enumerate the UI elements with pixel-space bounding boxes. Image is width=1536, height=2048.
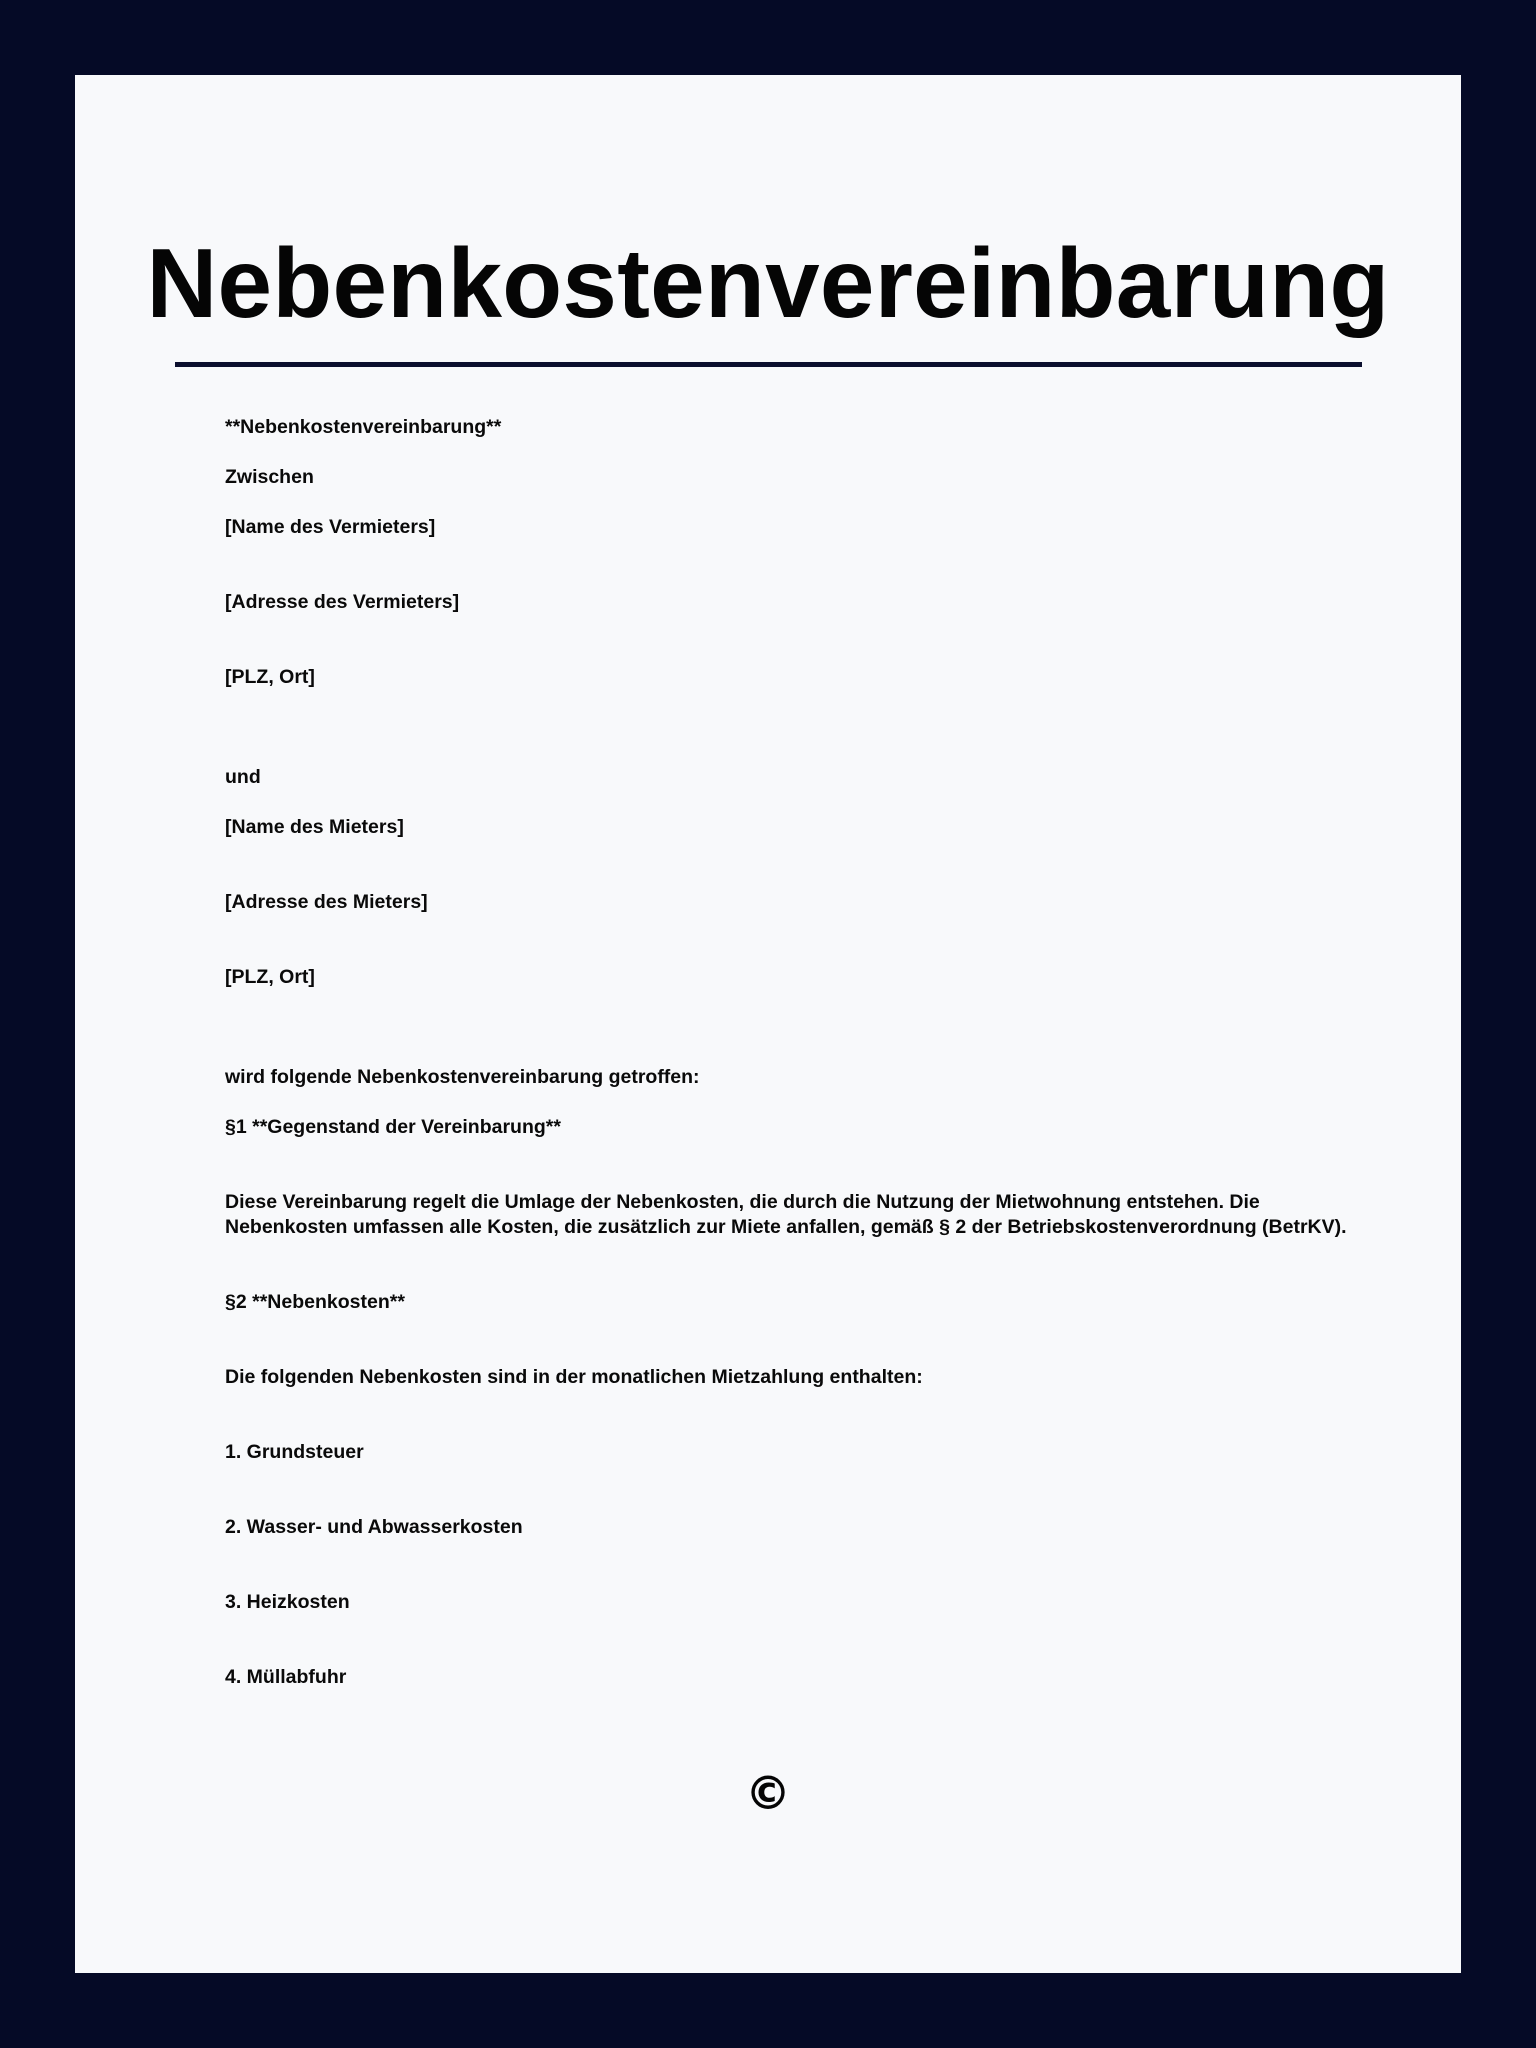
section-2-heading: §2 **Nebenkosten** xyxy=(225,1291,405,1313)
tenant-name: [Name des Mieters] xyxy=(225,816,404,838)
section-2-intro: Die folgenden Nebenkosten sind in der monatlichen Mietzahlung enthalten: xyxy=(225,1366,923,1388)
section-1-heading: §1 **Gegenstand der Vereinbarung** xyxy=(225,1116,561,1138)
tenant-address: [Adresse des Mieters] xyxy=(225,891,428,913)
list-item: 4. Müllabfuhr xyxy=(225,1666,347,1688)
agreement-intro: wird folgende Nebenkostenvereinbarung getroffen: xyxy=(225,1066,700,1088)
and-line: und xyxy=(225,766,261,788)
section-1-paragraph: Diese Vereinbarung regelt die Umlage der Nebenkosten, die durch die Nutzung der Mietwohnung entstehen. Die Nebenkosten umfassen alle Kosten, die zusätzlich zur Miete anfallen, gemäß § 2 der Betriebskostenverordnung (BetrKV). xyxy=(225,1191,1347,1238)
document-page xyxy=(75,75,1461,1973)
document-title: Nebenkostenvereinbarung xyxy=(146,228,1390,338)
tenant-postcode-city: [PLZ, Ort] xyxy=(225,966,315,988)
list-item: 2. Wasser- und Abwasserkosten xyxy=(225,1516,523,1538)
heading-line: **Nebenkostenvereinbarung** xyxy=(225,416,502,438)
list-item: 1. Grundsteuer xyxy=(225,1441,364,1463)
list-item: 3. Heizkosten xyxy=(225,1591,350,1613)
between-line: Zwischen xyxy=(225,466,314,488)
landlord-postcode-city: [PLZ, Ort] xyxy=(225,666,315,688)
landlord-name: [Name des Vermieters] xyxy=(225,516,436,538)
title-divider xyxy=(175,362,1362,367)
copyright-symbol: © xyxy=(745,1766,791,1820)
landlord-address: [Adresse des Vermieters] xyxy=(225,591,460,613)
